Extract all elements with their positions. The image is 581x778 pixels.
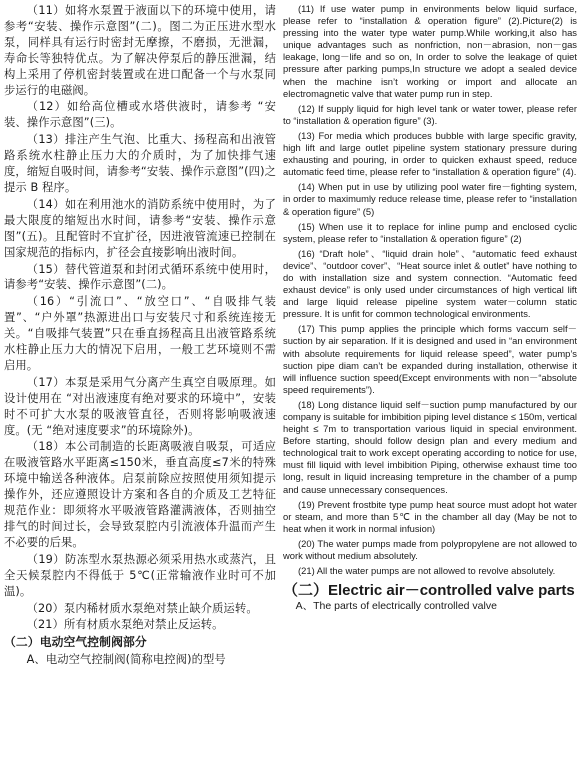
cn-item-13: （13）排注产生气泡、比重大、扬程高和出液管路系统水柱静止压力大的介质时，为了加快排气速度，缩短自吸时间，请参考“安装、操作示意图”(四)之提示 B 程序。 <box>4 133 276 194</box>
cn-item-17: （17）本泵是采用气分离产生真空自吸原理。如设计使用在 “对出液速度有绝对要求的环境中”，安装时不可扩大水泵的吸液管直径，否则将影响吸液速度。(无 “绝对速度要求”的环境除外)。 <box>4 375 276 437</box>
cn-item-16: （16）“引流口”、“放空口”、“自吸排气装置”、“户外罩”热源进出口与安装尺寸和系统连接无关。“自吸排气装置”只在垂直扬程高且出液管路系统水柱静止压力大的情况下启用，一般工艺环境则不需启用。 <box>4 295 276 372</box>
cn-item-12: （12）如给高位槽或水塔供液时，请参考 “安装、操作示意图”(三)。 <box>4 100 276 130</box>
en-item-21: (21) All the water pumps are not allowed to revolve absolutely. <box>298 565 556 577</box>
en-section-heading: （二）Electric air－controlled valve parts <box>283 582 575 600</box>
en-item-13: (13) For media which produces bubble with large specific gravity, high lift and large outlet pipeline system stationary pressure during exhausting and pouring, in order to quicken exhaust speed, reduce automatic feed time, please refer to “installation & operation figure” (4). <box>283 129 577 178</box>
cn-item-21: （21）所有材质水泵绝对禁止反运转。 <box>26 618 224 632</box>
chinese-column <box>4 3 276 775</box>
en-item-18: (18) Long distance liquid self－suction pump manufactured by our company is suitable for imbibition piping level distance ≤ 150m, vertical height ≤ 7m to transportation various liquid in special environment. Before starting, should follow design plan and every medium and technological trait to work except operating according to notice for use, must fill liquid with level imbibition Piping, otherwise exhaust time too long, result in liquid increasing tempreture in the chamber of a pump and cause unnecessary consequences. <box>283 398 577 495</box>
en-item-14: (14) When put in use by utilizing pool water fire－fighting system, in order to maximumly reduce release time, please refer to “installation & operation figure” (5) <box>283 181 577 217</box>
cn-item-15: （15）替代管道泵和封闭式循环系统中使用时，请参考“安装、操作示意图”(二)。 <box>4 262 276 292</box>
english-column <box>283 3 577 775</box>
cn-item-11: （11）如将水泵置于液面以下的环境中使用，请参考“安装、操作示意图”(二)。图二为正压进水型水泵，同样具有运行时密封无摩擦，不磨损，无泄漏，寿命长等独特优点。为了解决停泵后的静压泄漏，结构上采用了停机密封装置或在进口配备一个与水泵同步运行的电磁阀。 <box>4 4 276 97</box>
cn-section-heading: （二）电动空气控制阀部分 <box>4 635 147 650</box>
cn-item-18: （18）本公司制造的长距离吸液自吸泵，可适应在吸液管路水平距离≤150米，垂直高度≤7米的特殊环境中输送各种液体。启泵前除应按照使用须知提示操作外，还应遵照设计方案和各自的介质及工艺特征规范作业：即须将水平吸液管路灌满液体，否则抽空排气的时间过长，会导致泵腔内引流液体升温而产生不必要的后果。 <box>4 440 276 549</box>
en-item-16: (16) “Draft hole”、“liquid drain hole”、“automatic feed exhaust device”、“outdoor cover”、“Heat source inlet & outlet” have nothing to do with installation size and system connection. “Automatic feed exhaust device” is only used under circumstances of high vertical lift and large liquid release pipeline system water－column static pressure. It is unfit for common technological environments. <box>283 247 577 320</box>
cn-subheading: A、电动空气控制阀(简称电控阀)的型号 <box>26 653 226 667</box>
cn-item-19: （19）防冻型水泵热源必须采用热水或蒸汽，且全天候泵腔内不得低于 5℃(正常输液作业时可不加温)。 <box>4 552 276 598</box>
cn-item-20: （20）泵内稀材质水泵绝对禁止缺介质运转。 <box>26 601 258 615</box>
en-subheading: A、The parts of electrically controlled valve <box>295 600 497 613</box>
cn-item-14: （14）如在利用池水的消防系统中使用时，为了最大限度的缩短出水时间，请参考“安装、操作示意图”(五)。且配管时不宜扩径，因进液管流速已控制在国家规范的指标内，扩径会直接影响出液时间。 <box>4 197 276 259</box>
en-item-12: (12) If supply liquid for high level tank or water tower, please refer to “installation & operation figure” (3). <box>283 102 577 126</box>
en-item-11: (11) If use water pump in environments below liquid surface, please refer to “installation & operation figure” (2).Picture(2) is pressing into the water type water pump.While working,it also has unique advantages such as nonfriction, non－abrasion, non－gas leakage, long－life and so on, In order to solve the leakage of quiet pressure after parking pumps,In structure we adopt a sealed device when the machine isn’t working or import and allocate an electromagnetic valve that water pump run in step. <box>283 3 577 99</box>
en-item-19: (19) Prevent frostbite type pump heat source must adopt hot water or steam, and more than 5℃ in the chamber all day (May be not to heat when it work in normal infusion) <box>283 498 577 534</box>
en-item-20: (20) The water pumps made from polypropylene are not allowed to work without medium absolutely. <box>283 537 577 562</box>
en-item-17: (17) This pump applies the principle which forms vaccum self－suction by air separation. If it is designed and used in “an environment with absolute requirements for liquid release speed”, water pump’s suction pipe diam can’t be expanded during installation, otherwise it will influence suction speed(Except environments with non－“absolute speed requirements”). <box>283 323 577 395</box>
en-item-15: (15) When use it to replace for inline pump and enclosed cyclic system, please refer to “installation & operation figure” (2) <box>283 220 577 244</box>
